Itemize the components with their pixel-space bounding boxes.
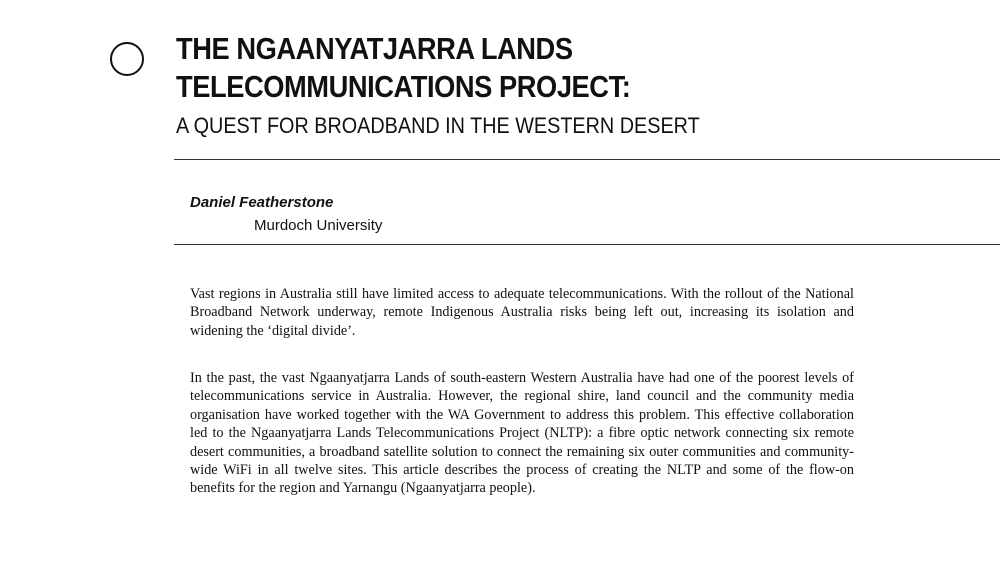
- circle-marker-icon: [110, 42, 144, 76]
- title-line-1: THE NGAANYATJARRA LANDS: [176, 31, 573, 66]
- author-affiliation: Murdoch University: [254, 217, 383, 234]
- divider-bottom: [174, 244, 1000, 245]
- subtitle: A QUEST FOR BROADBAND IN THE WESTERN DESERT: [176, 113, 700, 138]
- divider-top: [174, 159, 1000, 160]
- title-block: [176, 30, 976, 140]
- abstract-paragraph-1: Vast regions in Australia still have limited access to adequate telecommunications. With the rollout of the National Broadband Network underway, remote Indigenous Australia risks being left out, increasing its isolation and widening the ‘digital divide’.: [190, 286, 854, 339]
- author-name: Daniel Featherstone: [190, 194, 334, 211]
- title-line-2: TELECOMMUNICATIONS PROJECT:: [176, 69, 631, 104]
- abstract-paragraph-2: In the past, the vast Ngaanyatjarra Lands of south-eastern Western Australia have had one of the poorest levels of telecommunications service in Australia. However, the regional shire, land council and the community media organisation have worked together with the WA Government to address this problem. This effective collaboration led to the Ngaanyatjarra Lands Telecommunications Project (NLTP): a fibre optic network connecting six remote desert communities, a broadband satellite solution to connect the remaining six outer communities and community-wide WiFi in all twelve sites. This article describes the process of creating the NLTP and some of the flow-on benefits for the region and Yarnangu (Ngaanyatjarra people).: [190, 370, 854, 497]
